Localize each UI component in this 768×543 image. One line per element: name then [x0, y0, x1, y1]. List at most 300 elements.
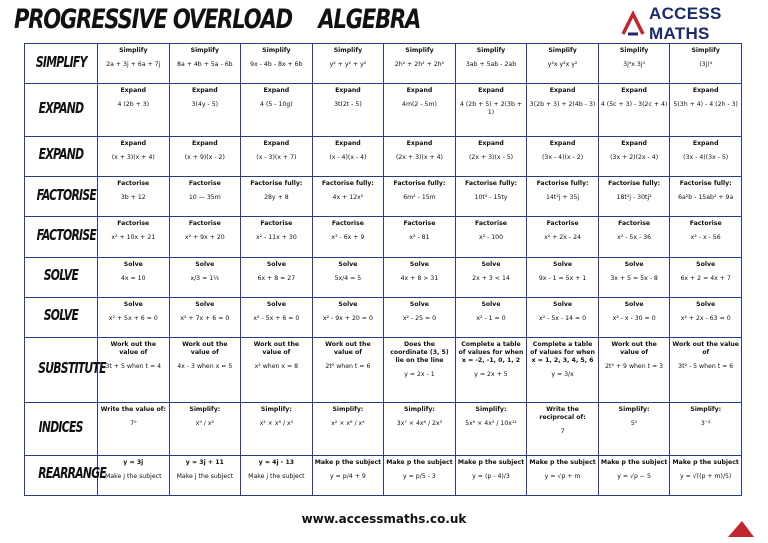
- question-cell: [98, 338, 170, 403]
- question-expression: 4 (5c + 3) - 3(2c + 4): [600, 101, 668, 109]
- question-cell: [169, 177, 241, 217]
- question-instruction: Expand: [478, 87, 504, 95]
- question-expression: 6x + 2 = 4x + 7: [680, 274, 731, 282]
- question-cell: [598, 257, 670, 297]
- question-expression: 4 (2b + 5) + 2(3b + 1): [459, 101, 523, 117]
- question-instruction: Solve: [266, 300, 286, 308]
- question-cell: [384, 403, 456, 456]
- question-instruction: Expand: [263, 139, 290, 147]
- question-expression: 28y + 8: [264, 194, 289, 202]
- question-expression: 3ab + 5ab - 2ab: [465, 61, 517, 68]
- question-instruction: Work out the value of: [611, 341, 657, 357]
- question-instruction: Solve: [481, 260, 501, 268]
- worksheet-grid: [24, 43, 742, 496]
- question-cell: [670, 297, 742, 337]
- question-cell: [455, 455, 527, 495]
- question-instruction: Write the reciprocal of:: [539, 406, 586, 422]
- question-instruction: Simplify:: [189, 406, 221, 414]
- question-expression: x² - 1 = 0: [476, 314, 506, 322]
- question-instruction: y = 4j - 13: [258, 458, 295, 466]
- question-cell: [598, 44, 670, 84]
- question-cell: [598, 403, 670, 456]
- worksheet-row: [25, 403, 742, 456]
- question-cell: [98, 136, 170, 176]
- question-instruction: y = 3j + 11: [185, 458, 224, 466]
- question-cell: [384, 177, 456, 217]
- question-cell: [384, 84, 456, 137]
- question-cell: [598, 84, 670, 137]
- question-expression: x² + 2x - 24: [544, 234, 581, 242]
- question-expression: Make j the subject: [105, 472, 162, 480]
- question-instruction: Make p the subject: [386, 458, 453, 466]
- question-instruction: Factorise: [260, 220, 293, 228]
- question-instruction: Simplify:: [260, 406, 292, 414]
- question-instruction: Expand: [120, 139, 147, 147]
- question-instruction: Factorise fully:: [250, 180, 303, 188]
- question-instruction: Solve: [266, 260, 286, 268]
- question-cell: [98, 84, 170, 137]
- question-cell: [527, 136, 599, 176]
- question-expression: x² + 5x + 6 = 0: [108, 314, 158, 322]
- question-expression: 10t² - 15ty: [474, 194, 508, 202]
- question-cell: [670, 217, 742, 257]
- worksheet-row: [25, 177, 742, 217]
- question-instruction: Simplify: [691, 47, 720, 54]
- question-cell: [98, 455, 170, 495]
- question-expression: x² - 81: [409, 234, 430, 242]
- page-title: PROGRESSIVE OVERLOAD ALGEBRA: [14, 4, 421, 35]
- row-label-text: SOLVE: [43, 306, 79, 325]
- question-expression: x² - 100: [478, 234, 504, 242]
- question-instruction: Expand: [692, 87, 719, 95]
- question-instruction: Factorise: [618, 220, 651, 228]
- question-cell: [241, 177, 313, 217]
- question-expression: 4x + 12x²: [332, 194, 364, 202]
- question-expression: (x - 4)(x - 4): [329, 153, 367, 161]
- question-instruction: Expand: [621, 139, 647, 147]
- question-expression: 3t(2t - 5): [334, 101, 362, 109]
- question-expression: Make j the subject: [176, 472, 234, 480]
- question-instruction: Simplify: [262, 47, 291, 54]
- question-cell: [169, 257, 241, 297]
- question-expression: 4x + 8 > 31: [400, 274, 439, 282]
- question-expression: 3t² - 5 when t = 6: [678, 363, 734, 371]
- question-instruction: Expand: [263, 87, 290, 95]
- question-cell: [670, 84, 742, 137]
- worksheet-row: [25, 257, 742, 297]
- question-expression: (x + 9)(x - 2): [184, 153, 225, 161]
- question-cell: [527, 297, 599, 337]
- worksheet-row: [25, 136, 742, 176]
- question-cell: [241, 257, 313, 297]
- question-expression: y = √p + m: [544, 472, 581, 480]
- question-cell: [169, 44, 241, 84]
- question-cell: [312, 136, 384, 176]
- row-label-text: REARRANGE: [38, 464, 107, 483]
- question-cell: [312, 257, 384, 297]
- question-instruction: Expand: [549, 87, 576, 95]
- brand-name: ACCESS MATHS: [649, 4, 722, 43]
- question-instruction: Simplify:: [332, 406, 364, 414]
- question-cell: [598, 217, 670, 257]
- question-expression: 6a²b - 15ab² + 9a: [678, 194, 734, 202]
- question-instruction: Factorise: [546, 220, 579, 228]
- question-expression: 5⁰: [630, 420, 638, 428]
- question-expression: (x + 3)(x + 4): [111, 153, 155, 161]
- worksheet-row: [25, 297, 742, 337]
- question-expression: 2t² + 9 when t = 3: [605, 363, 664, 371]
- question-cell: [241, 217, 313, 257]
- question-cell: [312, 217, 384, 257]
- question-cell: [98, 297, 170, 337]
- question-instruction: Expand: [335, 87, 361, 95]
- question-cell: [598, 297, 670, 337]
- question-instruction: Solve: [338, 300, 358, 308]
- question-expression: 2h² + 2h² + 2h²: [394, 61, 445, 68]
- question-instruction: Expand: [406, 87, 433, 95]
- question-expression: Make j the subject: [248, 472, 305, 480]
- row-label-text: EXPAND: [38, 99, 84, 118]
- row-label-text: INDICES: [38, 417, 84, 436]
- question-instruction: Simplify: [333, 47, 363, 54]
- question-instruction: Simplify: [119, 47, 148, 54]
- question-cell: [670, 177, 742, 217]
- question-instruction: Factorise: [188, 180, 221, 188]
- question-cell: [670, 403, 742, 456]
- question-expression: 2a + 3j + 6a + 7j: [106, 61, 161, 68]
- question-cell: [384, 217, 456, 257]
- question-instruction: Make p the subject: [672, 458, 739, 466]
- question-cell: [169, 297, 241, 337]
- question-cell: [169, 455, 241, 495]
- question-expression: 5x/4 = 5: [334, 274, 362, 282]
- question-cell: [98, 403, 170, 456]
- question-cell: [527, 455, 599, 495]
- row-label-text: EXPAND: [38, 145, 84, 164]
- question-expression: x² + 9x + 20: [184, 234, 225, 242]
- question-cell: [241, 84, 313, 137]
- worksheet-row: [25, 455, 742, 495]
- question-expression: 5x⁶ × 4x² / 10x¹¹: [465, 420, 517, 428]
- question-cell: [527, 257, 599, 297]
- question-cell: [455, 217, 527, 257]
- question-cell: [598, 136, 670, 176]
- question-expression: (3x - 4)(3x - 5): [683, 153, 729, 161]
- question-instruction: Solve: [553, 300, 573, 308]
- question-expression: (x - 3)(x + 7): [256, 153, 297, 161]
- question-cell: [241, 136, 313, 176]
- question-expression: x⁹ / x²: [195, 420, 214, 428]
- row-label: [25, 403, 98, 456]
- question-expression: x² - 6x + 9: [331, 234, 365, 242]
- row-label-text: SIMPLIFY: [35, 52, 87, 71]
- question-expression: y²x y²x y²: [547, 61, 578, 68]
- question-expression: 3t + 5 when t = 4: [105, 363, 162, 371]
- question-cell: [241, 44, 313, 84]
- question-expression: x² - x - 56: [690, 234, 721, 242]
- question-expression: x² - 25 = 0: [402, 314, 437, 322]
- question-instruction: Write the value of:: [100, 406, 166, 414]
- row-label: [25, 177, 98, 217]
- question-cell: [455, 136, 527, 176]
- question-instruction: Simplify:: [618, 406, 650, 414]
- question-instruction: Complete a table of values for when x = 1, 2, 3, 4, 5, 6: [530, 341, 595, 365]
- row-label: [25, 338, 106, 403]
- corner-logo-icon: [726, 519, 756, 539]
- question-expression: 8a + 4b + 5a - 6b: [177, 61, 233, 68]
- question-instruction: Factorise fully:: [393, 180, 446, 188]
- question-cell: [384, 297, 456, 337]
- question-instruction: Expand: [478, 139, 504, 147]
- question-cell: [384, 136, 456, 176]
- question-expression: x² - 5x - 14 = 0: [539, 314, 587, 322]
- question-cell: [455, 403, 527, 456]
- question-instruction: Solve: [195, 300, 215, 308]
- question-instruction: Factorise fully:: [321, 180, 374, 188]
- question-instruction: Factorise fully:: [536, 180, 589, 188]
- question-expression: 3x + 5 = 5x - 8: [610, 274, 658, 282]
- question-instruction: Solve: [696, 300, 716, 308]
- website-url: www.accessmaths.co.uk: [301, 512, 467, 526]
- question-cell: [384, 257, 456, 297]
- question-expression: x² + 10x + 21: [111, 234, 156, 242]
- question-cell: [241, 338, 313, 403]
- row-label-text: SUBSTITUTE: [38, 359, 106, 378]
- question-cell: [527, 338, 599, 403]
- question-cell: [312, 44, 384, 84]
- question-expression: 3(2b + 3) + 2(4b - 3): [529, 101, 596, 109]
- question-instruction: Factorise: [403, 220, 436, 228]
- question-cell: [98, 44, 170, 84]
- question-instruction: Make p the subject: [600, 458, 668, 466]
- question-cell: [598, 338, 670, 403]
- question-expression: x² - x - 30 = 0: [612, 314, 656, 322]
- question-cell: [670, 136, 742, 176]
- question-instruction: Expand: [549, 139, 576, 147]
- question-instruction: Simplify: [190, 47, 220, 54]
- question-expression: 10 — 35m: [188, 194, 221, 202]
- question-expression: 6m² - 15m: [403, 194, 436, 202]
- question-cell: [312, 455, 384, 495]
- question-instruction: y = 3j: [123, 458, 144, 466]
- question-expression: 6x + 8 = 27: [257, 274, 296, 282]
- question-cell: [98, 257, 170, 297]
- question-instruction: Simplify:: [404, 406, 435, 414]
- question-cell: [455, 297, 527, 337]
- question-instruction: Simplify: [405, 47, 434, 54]
- question-instruction: Expand: [406, 139, 433, 147]
- question-instruction: Factorise fully:: [465, 180, 517, 188]
- question-cell: [384, 44, 456, 84]
- question-instruction: Factorise: [475, 220, 507, 228]
- question-expression: 4m(2 - 5m): [402, 101, 437, 109]
- question-instruction: Work out the value of: [325, 341, 371, 357]
- question-expression: y = p/5 - 3: [403, 472, 436, 480]
- question-instruction: Solve: [553, 260, 573, 268]
- question-instruction: Expand: [335, 139, 361, 147]
- question-instruction: Solve: [624, 260, 644, 268]
- question-instruction: Simplify:: [475, 406, 507, 414]
- question-instruction: Expand: [191, 87, 218, 95]
- question-instruction: Simplify:: [690, 406, 722, 414]
- question-expression: 4x = 10: [120, 274, 146, 282]
- question-expression: 9x - 1 = 5x + 1: [538, 274, 587, 282]
- question-expression: 2t² when t = 6: [325, 363, 371, 371]
- question-cell: [670, 257, 742, 297]
- question-expression: x/3 = 1½: [190, 274, 220, 282]
- worksheet-row: [25, 44, 742, 84]
- question-instruction: Factorise: [117, 180, 150, 188]
- question-instruction: Expand: [692, 139, 719, 147]
- question-expression: 4 (2b + 3): [117, 101, 150, 109]
- question-expression: x² - 9x + 20 = 0: [322, 314, 373, 322]
- question-cell: [98, 177, 170, 217]
- question-cell: [312, 297, 384, 337]
- question-expression: 3b + 12: [120, 194, 146, 202]
- row-label: [25, 257, 98, 297]
- question-instruction: Complete a table of values for when x = -2, -1, 0, 1, 2: [458, 341, 524, 365]
- question-instruction: Solve: [409, 260, 429, 268]
- question-expression: 7: [560, 428, 565, 436]
- question-cell: [527, 217, 599, 257]
- question-expression: 9x - 4b - 8x + 6b: [250, 61, 303, 68]
- question-instruction: Simplify: [548, 47, 577, 54]
- question-instruction: Does the coordinate (3, 5) lie on the line: [390, 341, 449, 365]
- question-instruction: Work out the value of: [110, 341, 157, 357]
- row-label-text: SOLVE: [43, 266, 79, 285]
- question-instruction: Simplify: [619, 47, 649, 54]
- question-cell: [312, 177, 384, 217]
- question-instruction: Work out the value of: [182, 341, 228, 357]
- question-instruction: Make p the subject: [457, 458, 525, 466]
- question-instruction: Factorise: [689, 220, 722, 228]
- question-instruction: Factorise: [331, 220, 364, 228]
- question-expression: x² - 11x + 30: [255, 234, 297, 242]
- row-label-text: FACTORISE: [36, 225, 97, 244]
- question-expression: y = p/4 + 9: [330, 472, 366, 480]
- question-expression: y = 3/x: [551, 371, 574, 379]
- question-expression: y = 2x - 1: [404, 371, 435, 379]
- question-expression: y² + y² + y²: [329, 61, 367, 68]
- question-cell: [455, 177, 527, 217]
- question-cell: [455, 84, 527, 137]
- question-expression: x² + 2x - 63 = 0: [680, 314, 731, 322]
- question-expression: (3x - 4)(x - 2): [541, 153, 584, 161]
- question-expression: y = (p - 4)/3: [472, 472, 510, 480]
- question-instruction: Factorise fully:: [679, 180, 732, 188]
- row-label: [25, 297, 98, 337]
- question-cell: [312, 403, 384, 456]
- question-expression: x² × x⁸ / x³: [259, 420, 294, 428]
- question-cell: [670, 338, 742, 403]
- question-expression: 14t²j + 35j: [545, 194, 580, 202]
- question-cell: [670, 455, 742, 495]
- row-label: [25, 136, 98, 176]
- question-expression: 7⁰: [130, 420, 137, 428]
- question-cell: [169, 403, 241, 456]
- question-expression: x² × x⁸ / x⁴: [331, 420, 365, 428]
- question-instruction: Solve: [481, 300, 501, 308]
- question-instruction: Factorise fully:: [608, 180, 661, 188]
- question-expression: x² - 5x - 36: [617, 234, 652, 242]
- question-expression: 3x⁷ × 4x⁶ / 2x³: [396, 420, 443, 428]
- brand-logo: [620, 4, 768, 43]
- question-cell: [98, 217, 170, 257]
- question-expression: (2x + 3)(x + 4): [395, 153, 443, 161]
- question-instruction: Simplify: [476, 47, 506, 54]
- row-label: [25, 217, 98, 257]
- question-cell: [527, 177, 599, 217]
- question-cell: [598, 177, 670, 217]
- access-maths-logo-icon: [620, 11, 646, 37]
- question-cell: [598, 455, 670, 495]
- question-expression: 2x + 3 < 14: [472, 274, 510, 282]
- question-instruction: Work out the value of: [672, 341, 739, 357]
- worksheet-row: [25, 338, 742, 403]
- question-expression: (3j)⁴: [699, 61, 713, 68]
- question-instruction: Make p the subject: [529, 458, 596, 466]
- row-label: [25, 455, 107, 495]
- question-cell: [169, 84, 241, 137]
- question-expression: y = 2x + 5: [474, 371, 508, 379]
- question-instruction: Factorise: [188, 220, 221, 228]
- question-cell: [241, 297, 313, 337]
- question-instruction: Solve: [123, 260, 143, 268]
- row-label-text: FACTORISE: [36, 185, 97, 204]
- worksheet-row: [25, 217, 742, 257]
- row-label: [25, 84, 98, 137]
- question-cell: [384, 455, 456, 495]
- question-expression: 5(3h + 4) - 4 (2h - 3): [673, 101, 738, 109]
- question-expression: (2x + 3)(x - 5): [468, 153, 514, 161]
- question-expression: 18t²j - 30tj²: [616, 194, 652, 202]
- row-label: [25, 44, 98, 84]
- question-instruction: Solve: [195, 260, 215, 268]
- question-cell: [527, 403, 599, 456]
- question-instruction: Expand: [120, 87, 147, 95]
- question-expression: 4x - 3 when x = 5: [177, 363, 233, 371]
- question-expression: 4 (5 - 10g): [260, 101, 293, 109]
- question-cell: [384, 338, 456, 403]
- question-cell: [670, 44, 742, 84]
- question-instruction: Solve: [338, 260, 358, 268]
- question-cell: [527, 44, 599, 84]
- question-expression: x² + 7x + 6 = 0: [180, 314, 230, 322]
- question-instruction: Expand: [621, 87, 647, 95]
- question-cell: [455, 338, 527, 403]
- question-cell: [312, 338, 384, 403]
- question-cell: [169, 136, 241, 176]
- question-cell: [169, 217, 241, 257]
- question-instruction: Expand: [191, 139, 218, 147]
- question-cell: [455, 257, 527, 297]
- question-instruction: Make p the subject: [314, 458, 382, 466]
- question-expression: y = √p − 5: [617, 472, 651, 480]
- question-instruction: Factorise: [117, 220, 150, 228]
- worksheet-row: [25, 84, 742, 137]
- question-expression: 3(4y - 5): [191, 101, 219, 109]
- question-instruction: Solve: [624, 300, 644, 308]
- question-instruction: Solve: [696, 260, 716, 268]
- question-cell: [241, 455, 313, 495]
- question-expression: 3⁻²: [700, 420, 711, 428]
- question-cell: [241, 403, 313, 456]
- question-instruction: Solve: [123, 300, 143, 308]
- question-cell: [455, 44, 527, 84]
- question-expression: x² when x = 8: [254, 363, 299, 371]
- question-expression: 3j⁴x 3j⁴: [623, 61, 646, 68]
- question-cell: [169, 338, 241, 403]
